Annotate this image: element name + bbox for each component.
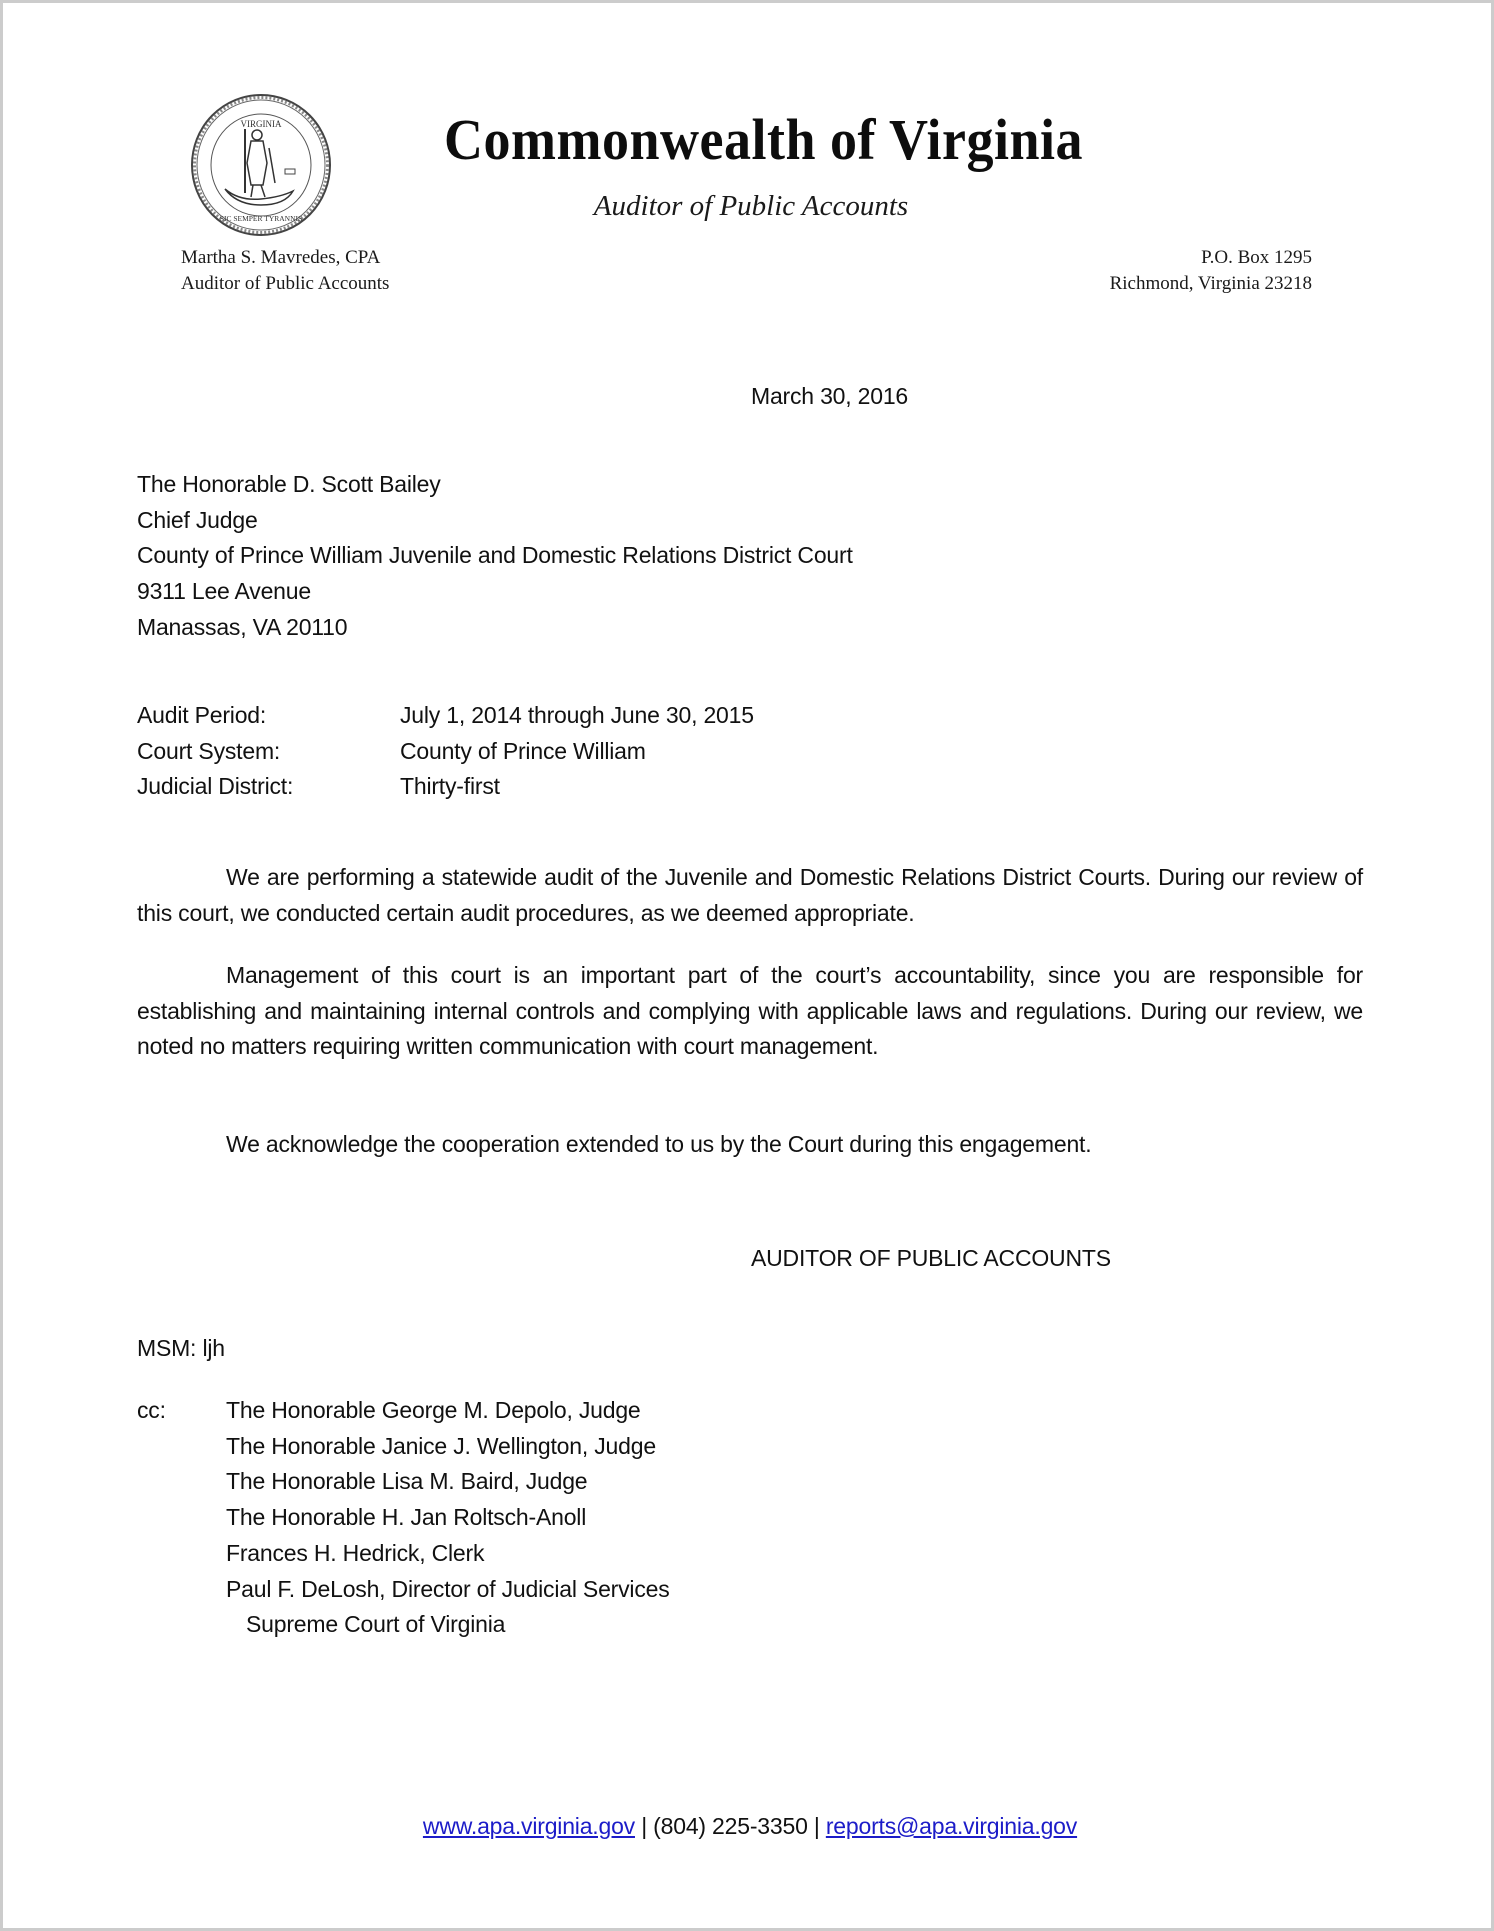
- letterhead-subtitle: Auditor of Public Accounts: [593, 190, 909, 222]
- audit-period-value: July 1, 2014 through June 30, 2015: [400, 702, 754, 728]
- court-system-label: Court System:: [137, 737, 281, 764]
- cc-recipient: The Honorable H. Jan Roltsch-Anoll: [226, 1504, 587, 1531]
- letterhead-title: Commonwealth of Virginia: [444, 107, 1083, 172]
- audit-info-table: [137, 698, 754, 805]
- cc-recipient: The Honorable Lisa M. Baird, Judge: [226, 1468, 588, 1495]
- website-link[interactable]: www.apa.virginia.gov: [422, 1813, 635, 1839]
- po-box: P.O. Box 1295: [1201, 247, 1312, 268]
- recipient-court: County of Prince William Juvenile and Domestic Relations District Court: [137, 542, 853, 569]
- recipient-street: 9311 Lee Avenue: [137, 578, 311, 605]
- cc-recipient-subline: Supreme Court of Virginia: [246, 1611, 506, 1638]
- judicial-district-value: Thirty-first: [400, 773, 500, 800]
- mailing-address-block: [1110, 245, 1312, 297]
- judicial-district-row: [137, 769, 754, 805]
- audit-period-label: Audit Period:: [137, 702, 267, 728]
- cc-list: [226, 1393, 670, 1643]
- phone-number: (804) 225-3350: [653, 1813, 808, 1839]
- auditor-name-block: [181, 245, 389, 297]
- court-system-value: County of Prince William: [400, 737, 646, 764]
- svg-text:VIRGINIA: VIRGINIA: [240, 119, 282, 129]
- cc-recipient: The Honorable George M. Depolo, Judge: [226, 1397, 641, 1423]
- auditor-name: Martha S. Mavredes, CPA: [181, 247, 381, 268]
- body-paragraph-3: We acknowledge the cooperation extended to us by the Court during this engagement.: [226, 1131, 1092, 1157]
- cc-recipient: The Honorable Janice J. Wellington, Judge: [226, 1432, 656, 1459]
- svg-text:SIC SEMPER TYRANNIS: SIC SEMPER TYRANNIS: [219, 214, 303, 223]
- email-link[interactable]: reports@apa.virginia.gov: [825, 1813, 1078, 1839]
- judicial-district-label: Judicial District:: [137, 773, 294, 800]
- virginia-seal-icon: [189, 93, 333, 237]
- recipient-city: Manassas, VA 20110: [137, 613, 348, 640]
- body-paragraph-2: Management of this court is an important part of the court’s accountability, since you are responsible for establishing and maintaining internal controls and complying with applicable laws and regulations. During our review, we noted no matters requiring written communication with court management.: [137, 962, 1363, 1060]
- auditor-title: Auditor of Public Accounts: [181, 273, 390, 294]
- recipient-title: Chief Judge: [137, 506, 258, 533]
- cc-recipient: Paul F. DeLosh, Director of Judicial Services: [226, 1575, 670, 1602]
- recipient-address: [137, 467, 853, 646]
- footer-contact: [3, 1809, 1494, 1845]
- letter-date: March 30, 2016: [751, 383, 909, 409]
- court-system-row: [137, 734, 754, 770]
- city-state-zip: Richmond, Virginia 23218: [1109, 273, 1312, 294]
- body-paragraph-1: We are performing a statewide audit of the Juvenile and Domestic Relations District Courts. During our review of this court, we conducted certain audit procedures, as we deemed appropriate.: [137, 864, 1363, 926]
- recipient-name: The Honorable D. Scott Bailey: [137, 471, 441, 497]
- cc-label: cc:: [137, 1397, 166, 1423]
- footer-separator: |: [641, 1813, 647, 1839]
- audit-period-row: [137, 698, 754, 734]
- signature-block: AUDITOR OF PUBLIC ACCOUNTS: [751, 1245, 1111, 1271]
- reference-initials: MSM: ljh: [137, 1335, 225, 1361]
- cc-recipient: Frances H. Hedrick, Clerk: [226, 1539, 485, 1566]
- footer-separator: |: [813, 1813, 820, 1839]
